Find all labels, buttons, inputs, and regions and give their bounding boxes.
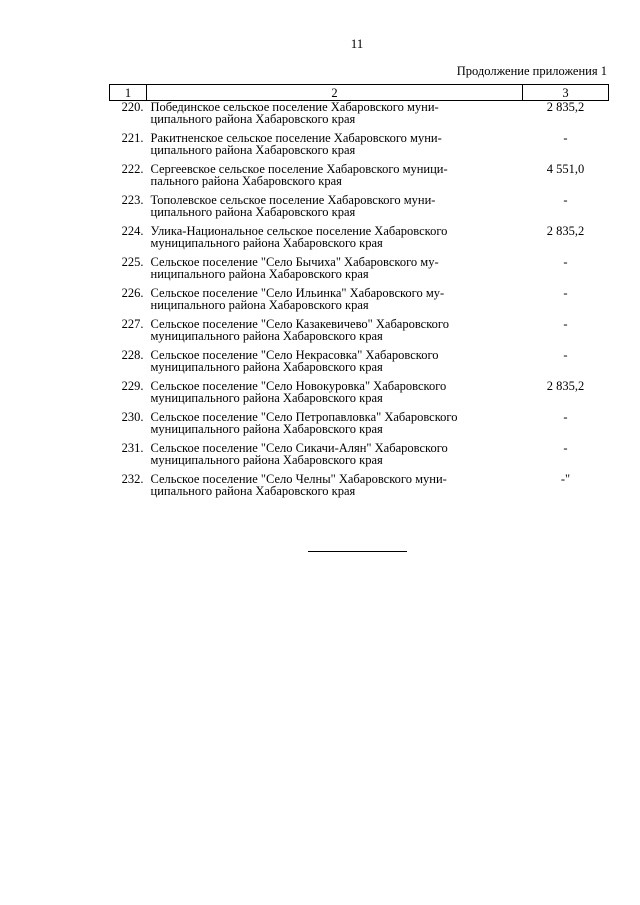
row-value: 2 835,2 — [546, 100, 585, 114]
table-row — [110, 225, 609, 256]
row-number: 230. — [121, 410, 144, 424]
row-value: - — [563, 317, 568, 331]
settlement-name-line: Сельское поселение "Село Казакевичево" Хабаровского — [150, 317, 449, 331]
row-value: 2 835,2 — [546, 224, 585, 238]
row-number: 227. — [121, 317, 144, 331]
settlement-name-line: муниципального района Хабаровского края — [150, 329, 383, 343]
column-header-1: 1 — [110, 85, 147, 101]
row-value: - — [563, 131, 568, 145]
settlement-name — [147, 411, 523, 442]
settlement-name — [147, 287, 523, 318]
row-number: 228. — [121, 348, 144, 362]
settlement-name-line: ниципального района Хабаровского края — [150, 267, 369, 281]
settlement-name-line: Сельское поселение "Село Бычиха" Хабаровского му- — [150, 255, 439, 269]
table-row — [110, 380, 609, 411]
settlement-name — [147, 163, 523, 194]
settlement-name-line: Сельское поселение "Село Челны" Хабаровского муни- — [150, 472, 447, 486]
table-body — [110, 101, 609, 505]
settlement-name — [147, 442, 523, 473]
settlement-name-line: муниципального района Хабаровского края — [150, 453, 383, 467]
row-value: - — [563, 255, 568, 269]
row-number: 226. — [121, 286, 144, 300]
settlement-name — [147, 349, 523, 380]
data-table — [109, 84, 609, 504]
settlement-name — [147, 380, 523, 411]
settlement-name-line: Побединское сельское поселение Хабаровского муни- — [150, 100, 439, 114]
row-value: - — [563, 348, 568, 362]
settlement-name-line: Сельское поселение "Село Ильинка" Хабаровского му- — [150, 286, 445, 300]
settlement-name-line: ниципального района Хабаровского края — [150, 298, 369, 312]
settlement-name-line: Сергеевское сельское поселение Хабаровского муници- — [150, 162, 448, 176]
row-value: -" — [560, 472, 571, 486]
table-row — [110, 101, 609, 133]
table-row — [110, 349, 609, 380]
row-number: 224. — [121, 224, 144, 238]
row-number: 231. — [121, 441, 144, 455]
table-header — [110, 85, 609, 101]
end-divider — [308, 551, 407, 552]
row-number: 221. — [121, 131, 144, 145]
table-row — [110, 132, 609, 163]
table-row — [110, 163, 609, 194]
settlement-name-line: муниципального района Хабаровского края — [150, 360, 383, 374]
settlement-name-line: ципального района Хабаровского края — [150, 205, 356, 219]
settlement-name — [147, 256, 523, 287]
continuation-note: Продолжение приложения 1 — [456, 64, 607, 78]
settlement-name-line: Сельское поселение "Село Некрасовка" Хабаровского — [150, 348, 439, 362]
row-value: 2 835,2 — [546, 379, 585, 393]
settlement-name-line: муниципального района Хабаровского края — [150, 391, 383, 405]
settlement-name-line: ципального района Хабаровского края — [150, 112, 356, 126]
row-number: 222. — [121, 162, 144, 176]
settlement-name-line: муниципального района Хабаровского края — [150, 422, 383, 436]
settlement-name-line: ципального района Хабаровского края — [150, 143, 356, 157]
settlement-name-line: Ракитненское сельское поселение Хабаровского муни- — [150, 131, 442, 145]
row-number: 225. — [121, 255, 144, 269]
settlement-name — [147, 101, 523, 133]
table-row — [110, 318, 609, 349]
row-value: - — [563, 441, 568, 455]
table-row — [110, 473, 609, 504]
settlement-name-line: Сельское поселение "Село Сикачи-Алян" Хабаровского — [150, 441, 448, 455]
page-number: 11 — [350, 36, 364, 51]
settlement-name-line: ципального района Хабаровского края — [150, 484, 356, 498]
table-row — [110, 287, 609, 318]
settlement-name — [147, 473, 523, 504]
settlement-name — [147, 194, 523, 225]
settlement-name — [147, 132, 523, 163]
settlement-name-line: Улика-Национальное сельское поселение Хабаровского — [150, 224, 448, 238]
settlement-name-line: Сельское поселение "Село Петропавловка" Хабаровского — [150, 410, 458, 424]
row-number: 232. — [121, 472, 144, 486]
settlement-name — [147, 225, 523, 256]
row-number: 223. — [121, 193, 144, 207]
settlement-name — [147, 318, 523, 349]
row-value: - — [563, 410, 568, 424]
table-row — [110, 194, 609, 225]
column-header-2: 2 — [147, 85, 523, 101]
settlement-name-line: Сельское поселение "Село Новокуровка" Хабаровского — [150, 379, 447, 393]
table-row — [110, 442, 609, 473]
row-number: 220. — [121, 100, 144, 114]
table-row — [110, 411, 609, 442]
column-header-3: 3 — [523, 85, 609, 101]
row-value: - — [563, 286, 568, 300]
settlement-name-line: Тополевское сельское поселение Хабаровского муни- — [150, 193, 436, 207]
row-value: 4 551,0 — [546, 162, 585, 176]
table-row — [110, 256, 609, 287]
row-number: 229. — [121, 379, 144, 393]
settlement-name-line: муниципального района Хабаровского края — [150, 236, 383, 250]
row-value: - — [563, 193, 568, 207]
settlement-name-line: пального района Хабаровского края — [150, 174, 342, 188]
